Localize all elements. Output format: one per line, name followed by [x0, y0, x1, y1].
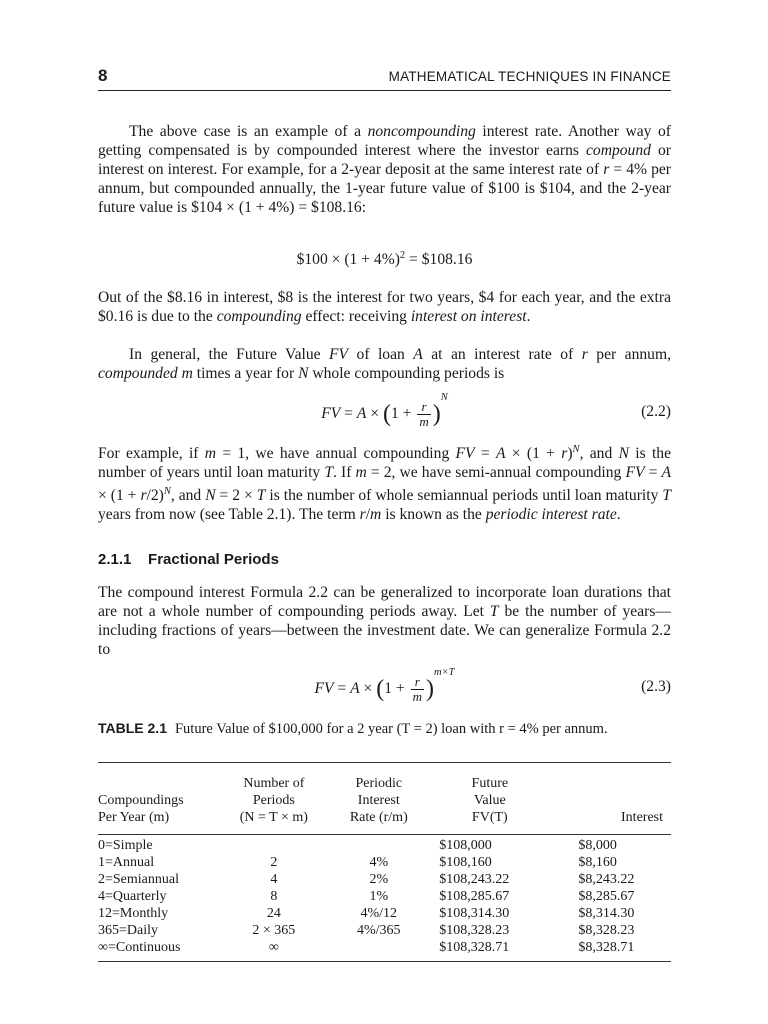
- table-bottom-rule: [98, 961, 671, 962]
- table-label: TABLE 2.1: [98, 720, 167, 736]
- table-row: 2=Semiannual 4 2% $108,243.22 $8,243.22: [98, 872, 635, 887]
- table-row: 1=Annual 2 4% $108,160 $8,160: [98, 855, 617, 870]
- table-row: 4=Quarterly 8 1% $108,285.67 $8,285.67: [98, 889, 635, 904]
- table-top-rule: [98, 762, 671, 763]
- column-header-compoundings: Compoundings Per Year (m): [98, 793, 184, 825]
- paragraph-compounding-effect: Out of the $8.16 in interest, $8 is the interest for two years, $4 for each year, and the extra $0.16 is due to the compounding effect: receiving interest on interest.: [98, 289, 671, 325]
- header-rule: [98, 90, 671, 91]
- paragraph-compound-interest: The above case is an example of a noncompounding interest rate. Another way of getting compensated is by compounded interest where the investor earns compound or interest on interest. For example, for a 2-year deposit at the same interest rate of r = 4% per annum, but compounded annually, the 1-year future value of $100 is $104, and the 2-year future value is $104 × (1 + 4%) = $108.16:: [98, 123, 671, 216]
- table-row: ∞=Continuous ∞ $108,328.71 $8,328.71: [98, 940, 635, 955]
- table-header-rule: [98, 834, 671, 835]
- equation-2-2: FV = A × (1 + $\frac{r}{m}$ )$^N$ (2.2): [321, 392, 671, 429]
- table-row: 365=Daily 2 × 365 4%/365 $108,328.23 $8,328.23: [98, 923, 635, 938]
- table-caption-text: Future Value of $100,000 for a 2 year (T = 2) loan with r = 4% per annum.: [174, 721, 608, 737]
- book-page: 8 MATHEMATICAL TECHNIQUES IN FINANCE The above case is an example of a noncompounding interest rate. Another way of getting compensated is by compounded interest where the investor earns compound or interest on interest. For example, for a 2-year deposit at the same interest rate of r = 4% per annum, but compounded annually, the 1-year future value of $100 is $104, and the 2-year future value is $104 × (1 + 4%) = $108.16: $100 × $(1 + 4\%)^2$ = $108.16 Out of the $8.16 in interest, $8 is the interest for two years, $4 for each year, and the extra $0.16 is due to the compounding effect: receiving interest on interest. In general, the Future Value FV of loan A at an interest rate of r per annum, compounded m times a year for N whole compounding periods is FV = A × (1 + $\frac{r}{m}$ )$^N$ (2.2) For example, if m = 1, we have annual compounding FV = $A \times (1 + r)^N$, and N is the number of years until loan maturity T. If m = 2, we have semi-annual compounding FV = $A \times (1 + r/2)^N$, and N = 2 × T is the number of whole semiannual periods until loan maturity T years from now (see Table 2.1). The term r/m is known as the periodic interest rate. 2.1.1 Fractional Periods The compound interest Formula 2.2 can be generalized to incorporate loan durations that are not a whole number of compounding periods away. Let T be the number of years—including fractions of years—between the investment date. We can generalize Formula 2.2 to FV = A × (1 + $\frac{r}{m}$ )$^{m\times T}$ (2.3) TABLE 2.1 Future Value of $100,000 for a 2 year (T = 2) loan with r = 4% per annum. Compoundings Per Year (m) Number of Periods (N = T × m) Periodic Interest Rate (r/m) Future Value FV(T) Interest 0=Simple $108,000 $8,000 1=Annual 2 4% $108,160 $8,160 2=Semiannual 4 2% $108,243.22 $8,243.22 4=Quarterly 8 1% $108,285.67 $8,285.67 12=Monthly 24 4%/12 $108,314.30 $8,314.30 365=Daily 2 × 365 4%/365 $108,328.23 $8,328.23 ∞=Continuous ∞ $108,328.71 $8,328.71: [0, 0, 768, 1024]
- table-caption: [98, 719, 671, 739]
- column-header-rate: Periodic Interest Rate (r/m): [349, 776, 408, 825]
- section-heading: 2.1.1 Fractional Periods: [98, 551, 279, 568]
- equation-number: (2.2): [641, 403, 671, 420]
- future-value-table: [98, 766, 671, 956]
- equation-number: (2.3): [641, 678, 671, 695]
- page-number: 8: [98, 66, 108, 85]
- running-title: MATHEMATICAL TECHNIQUES IN FINANCE: [388, 69, 671, 84]
- table-row: 0=Simple $108,000 $8,000: [98, 838, 617, 853]
- equation-2-3: FV = A × (1 + $\frac{r}{m}$ )$^{m\times T}$ (2.3): [314, 667, 671, 704]
- paragraph-fractional-periods: The compound interest Formula 2.2 can be generalized to incorporate loan durations that are not a whole number of compounding periods away. Let T be the number of years—including fractions of years—between the investment date. We can generalize Formula 2.2 to: [98, 584, 671, 658]
- paragraph-future-value: In general, the Future Value FV of loan A at an interest rate of r per annum, compounded m times a year for N whole compounding periods is: [98, 346, 671, 382]
- column-header-interest: Interest: [621, 810, 663, 825]
- column-header-future-value: Future Value FV(T): [471, 776, 509, 825]
- table-row: 12=Monthly 24 4%/12 $108,314.30 $8,314.30: [98, 906, 635, 921]
- column-header-periods: Number of Periods (N = T × m): [239, 776, 308, 825]
- paragraph-examples: For example, if m = 1, we have annual compounding FV = $A \times (1 + r)^N$, and N is the number of years until loan maturity T. If m = 2, we have semi-annual compounding FV = $A \times (1 + r/2)^N$, and N = 2 × T is the number of whole semiannual periods until loan maturity T years from now (see Table 2.1). The term r/m is known as the periodic interest rate.: [98, 444, 672, 524]
